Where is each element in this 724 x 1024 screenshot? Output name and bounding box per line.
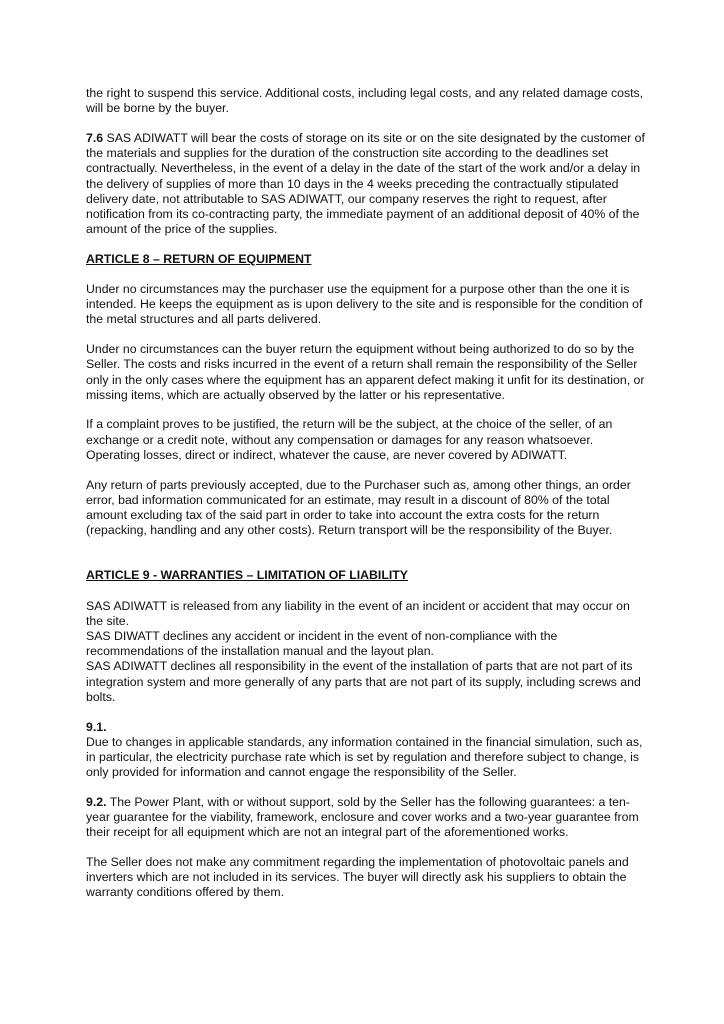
- section-7-6: [86, 131, 646, 237]
- article-9-liability-block: [86, 599, 646, 705]
- section-7-6-text: SAS ADIWATT will bear the costs of storage on its site or on the site designated by the customer of the materials and supplies for the duration of the construction site according to the deadlines set contractually. Nevertheless, in the event of a delay in the date of the start of the work and/or a delay in the delivery of supplies of more than 10 days in the 4 weeks preceding the contractually stipulated delivery date, not attributable to SAS ADIWATT, our company reserves the right to request, after notification from its co-contracting party, the immediate payment of an additional deposit of 40% of the amount of the price of the supplies.: [86, 130, 645, 237]
- article-8-paragraph: Any return of parts previously accepted, due to the Purchaser such as, among other things, an order error, bad information communicated for an estimate, may result in a discount of 80% of the total amount excluding tax of the said part in order to take into account the extra costs for the return (repacking, handling and any other costs). Return transport will be the responsibility of the Buyer.: [86, 477, 631, 538]
- liability-statement: SAS ADIWATT is released from any liability in the event of an incident or accident that may occur on the site.: [86, 598, 630, 628]
- article-8-heading: ARTICLE 8 – RETURN OF EQUIPMENT: [86, 251, 312, 266]
- section-9-1-text: Due to changes in applicable standards, any information contained in the financial simulation, such as, in particular, the electricity purchase rate which is set by regulation and therefore subject to change, is only provided for information and cannot engage the responsibility of the Seller.: [86, 734, 643, 780]
- section-7-6-number: 7.6: [86, 130, 104, 145]
- intro-paragraph: the right to suspend this service. Additional costs, including legal costs, and any related damage costs, will be borne by the buyer.: [86, 86, 644, 116]
- liability-statement: SAS DIWATT declines any accident or incident in the event of non-compliance with the recommendations of the installation manual and the layout plan.: [86, 628, 558, 659]
- article-9-heading: ARTICLE 9 - WARRANTIES – LIMITATION OF LIABILITY: [86, 568, 408, 583]
- liability-statement: SAS ADIWATT declines all responsibility in the event of the installation of parts that are not part of its integration system and more generally of any parts that are not part of its supply, including screws and bolts.: [86, 659, 641, 704]
- section-9-2-text: The Power Plant, with or without support, sold by the Seller has the following guarantees: a ten-year guarantee for the viability, framework, enclosure and cover works and a two-year guarantee from their receipt for all equipment which are not an integral part of the aforementioned works.: [86, 794, 639, 840]
- article-8-paragraph: If a complaint proves to be justified, the return will be the subject, at the choice of the seller, of an exchange or a credit note, without any compensation or damages for any reason whatsoever. Operating losses, direct or indirect, whatever the cause, are never covered by ADIWATT.: [86, 417, 613, 462]
- document-body: [86, 86, 646, 915]
- section-9-2: [86, 795, 646, 841]
- article-8-paragraph: Under no circumstances may the purchaser use the equipment for a purpose other than the one it is intended. He keeps the equipment as is upon delivery to the site and is responsible for the condition of the metal structures and all parts delivered.: [86, 282, 643, 327]
- closing-paragraph: The Seller does not make any commitment regarding the implementation of photovoltaic panels and inverters which are not included in its services. The buyer will directly ask his suppliers to obtain the warranty conditions offered by them.: [86, 854, 629, 900]
- article-8-paragraph: Under no circumstances can the buyer return the equipment without being authorized to do so by the Seller. The costs and risks incurred in the event of a return shall remain the responsibility of the Seller only in the only cases where the equipment has an apparent defect making it unfit for its destination, or missing items, which are actually observed by the latter or his representative.: [86, 342, 645, 402]
- section-9-1-number: 9.1.: [86, 719, 107, 734]
- section-9-2-number: 9.2.: [86, 794, 107, 809]
